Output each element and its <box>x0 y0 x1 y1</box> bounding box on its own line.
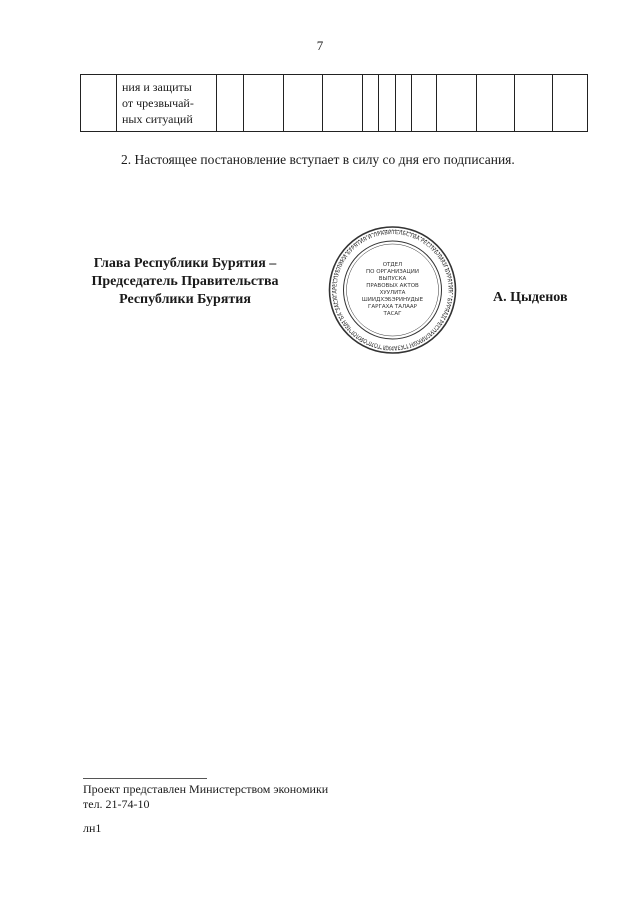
seal-line: ПО ОРГАНИЗАЦИИ <box>365 269 420 275</box>
table-cell <box>477 75 515 132</box>
table-cell <box>244 75 284 132</box>
continuation-table <box>80 74 588 132</box>
signatory-title <box>80 255 290 309</box>
seal-line: ХУУЛИТА <box>379 290 406 296</box>
table-cell <box>515 75 553 132</box>
official-seal <box>325 225 460 355</box>
table-cell <box>323 75 363 132</box>
seal-line: ПРАВОВЫХ АКТОВ <box>366 283 419 289</box>
table-cell <box>363 75 379 132</box>
table-cell <box>81 75 117 132</box>
seal-line: ШИИДХЭБЭРИНУДЫЕ <box>361 297 424 303</box>
signatory-title-line: Глава Республики Бурятия – <box>93 256 277 271</box>
seal-line: ОТДЕЛ <box>382 262 403 268</box>
seal-line: ВЫПУСКА <box>378 276 407 282</box>
signatory-name: А. Цыденов <box>493 290 568 305</box>
table-cell <box>379 75 396 132</box>
signatory-title-line: Председатель Правительства <box>91 274 279 289</box>
table-cell <box>553 75 588 132</box>
table-cell <box>217 75 244 132</box>
effective-date-paragraph: 2. Настоящее постановление вступает в силу со дня его подписания. <box>121 152 515 167</box>
footer <box>83 782 328 836</box>
footer-divider <box>83 778 207 779</box>
table-cell <box>284 75 323 132</box>
cell-line: ных ситуаций <box>122 112 193 126</box>
table-cell-measure <box>117 75 217 132</box>
table-row <box>81 75 588 132</box>
seal-line: ТАСАГ <box>383 311 402 317</box>
page-number: 7 <box>316 38 324 53</box>
seal-ring-text: РЕСПУБЛИКИ БУРЯТИЯ И ПРАВИТЕЛЬСТВА РЕСПУБЛИКИ БУРЯТИЯ · БУРЯАД РЕСПУБЛИКЫН ГАЗАРАЙ ТОЛГОЙЛОГЧЫН БА ЗАСАГА <box>332 229 453 351</box>
footer-author: Проект представлен Министерством экономики <box>83 782 329 796</box>
table-cell <box>396 75 412 132</box>
cell-line: ния и защиты <box>122 80 192 94</box>
seal-line: ГАРГАХА ТАЛААР <box>368 304 417 310</box>
footer-phone: тел. 21-74-10 <box>83 797 150 811</box>
footer-code: лн1 <box>83 821 102 835</box>
table-cell <box>437 75 477 132</box>
signatory-title-line: Республики Бурятия <box>119 292 251 307</box>
cell-line: от чрезвычай- <box>122 96 194 110</box>
table-cell <box>412 75 437 132</box>
